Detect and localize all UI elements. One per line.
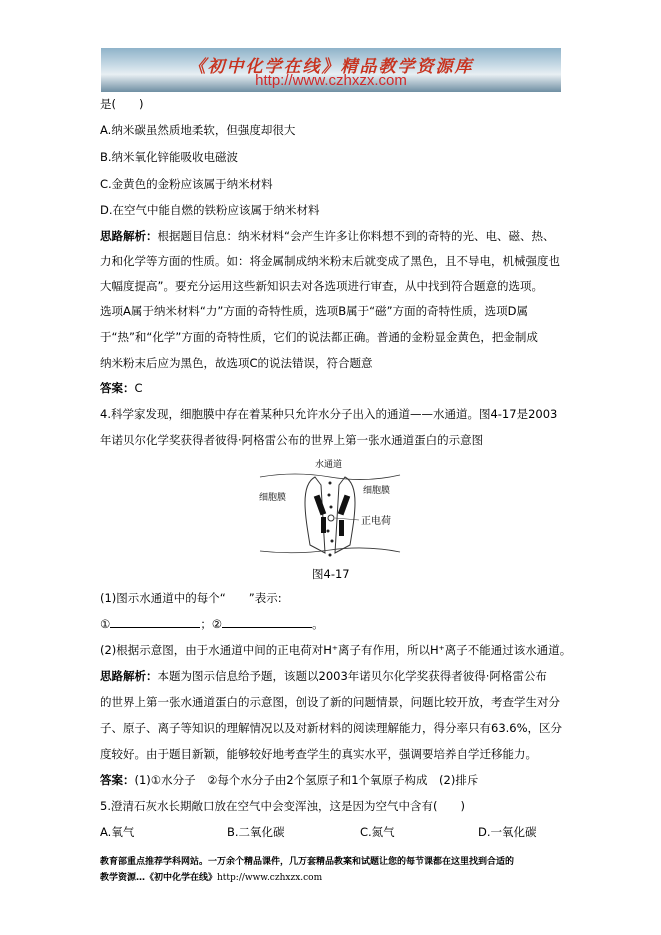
label-membrane-right: 细胞膜 [363,486,391,496]
analysis-line: 子、原子、离子等知识的理解情况以及对新材料的阅读理解能力，得分率只有63.6%，区分 [100,721,563,735]
blank-2 [222,616,312,628]
blank-2-marker: ；② [200,617,223,631]
question-4-stem: 年诺贝尔化学奖获得者彼得·阿格雷公布的世界上第一张水通道蛋白的示意图 [100,433,484,447]
analysis-label: 思路解析： [100,229,158,243]
option-a: A.纳米碳虽然质地柔软，但强度却很大 [100,123,296,137]
label-membrane-left: 细胞膜 [259,493,287,503]
banner-url: http://www.czhxzx.com [255,72,407,89]
analysis-line: 纳米粉末后应为黑色，故选项C的说法错误，符合题意 [100,356,373,370]
option-b: B.二氧化碳 [227,825,285,839]
option-b: B.纳米氧化锌能吸收电磁波 [100,150,239,164]
answer-text: (1)①水分子 ②每个水分子由2个氢原子和1个氧原子构成 (2)排斥 [134,773,479,787]
analysis-text: 根据题目信息：纳米材料“会产生许多让你料想不到的奇特的光、电、磁、热、 [157,229,555,243]
footer-line: 教育部重点推荐学科网站。一万余个精品课件，几万套精品教案和试题让您的每节课都在这里找到合适的 [100,857,515,867]
question-4-stem: 4.科学家发现，细胞膜中存在着某种只允许水分子出入的通道——水通道。图4-17是2003 [100,407,558,421]
option-c: C.金黄色的金粉应该属于纳米材料 [100,177,273,191]
question-4-part2: (2)根据示意图，由于水通道中间的正电荷对H⁺离子有作用，所以H⁺离子不能通过该水通道。 [100,643,572,657]
answer-line [100,380,562,396]
answer-line [100,772,562,788]
analysis-line [100,668,562,684]
water-channel-diagram [255,455,405,565]
answer-label: 答案： [100,773,135,787]
footer-line [100,870,322,883]
answer-text: C [134,381,143,395]
banner-image [101,48,561,92]
water-channel-figure [255,455,405,565]
analysis-line: 选项A属于纳米材料“力”方面的奇特性质，选项B属于“磁”方面的奇特性质，选项D属 [100,304,528,318]
option-c: C.氮气 [360,825,395,839]
question-stem-end: 是( ) [100,97,144,111]
option-d: D.一氧化碳 [478,825,537,839]
option-a: A.氧气 [100,825,135,839]
footer-link[interactable]: http://www.czhxzx.com [217,873,323,883]
question-4-blanks [100,616,562,632]
banner-title: 《初中化学在线》精品教学资源库 [188,57,474,77]
analysis-line [100,228,562,244]
figure-caption: 图4-17 [312,567,350,581]
question-5-stem: 5.澄清石灰水长期敞口放在空气中会变浑浊，这是因为空气中含有( ) [100,799,465,813]
label-water-channel: 水通道 [315,460,343,470]
footer-text: 教学资源…《初中化学在线》 [100,873,218,883]
analysis-line: 于“热”和“化学”方面的奇特性质，它们的说法都正确。普通的金粉显金黄色，把金制成 [100,330,538,344]
analysis-line: 力和化学等方面的性质。如：将金属制成纳米粉末后就变成了黑色，且不导电，机械强度也 [100,254,560,268]
label-positive-charge: 正电荷 [361,516,391,527]
analysis-line: 的世界上第一张水通道蛋白的示意图，创设了新的问题情景，问题比较开放，考查学生对分 [100,695,560,709]
option-d: D.在空气中能自燃的铁粉应该属于纳米材料 [100,203,320,217]
analysis-text: 本题为图示信息给予题，该题以2003年诺贝尔化学奖获得者彼得·阿格雷公布 [157,669,547,683]
answer-label: 答案： [100,381,135,395]
question-4-part1: (1)图示水通道中的每个“ ”表示: [100,591,282,605]
analysis-line: 大幅度提高”。要充分运用这些新知识去对各选项进行审查，从中找到符合题意的选项。 [100,279,543,293]
blank-1 [110,616,200,628]
analysis-line: 度较好。由于题目新颖，能够较好地考查学生的真实水平，强调要培养自学迁移能力。 [100,747,537,761]
analysis-label: 思路解析： [100,669,158,683]
period: 。 [312,617,324,631]
blank-1-marker: ① [100,617,111,631]
